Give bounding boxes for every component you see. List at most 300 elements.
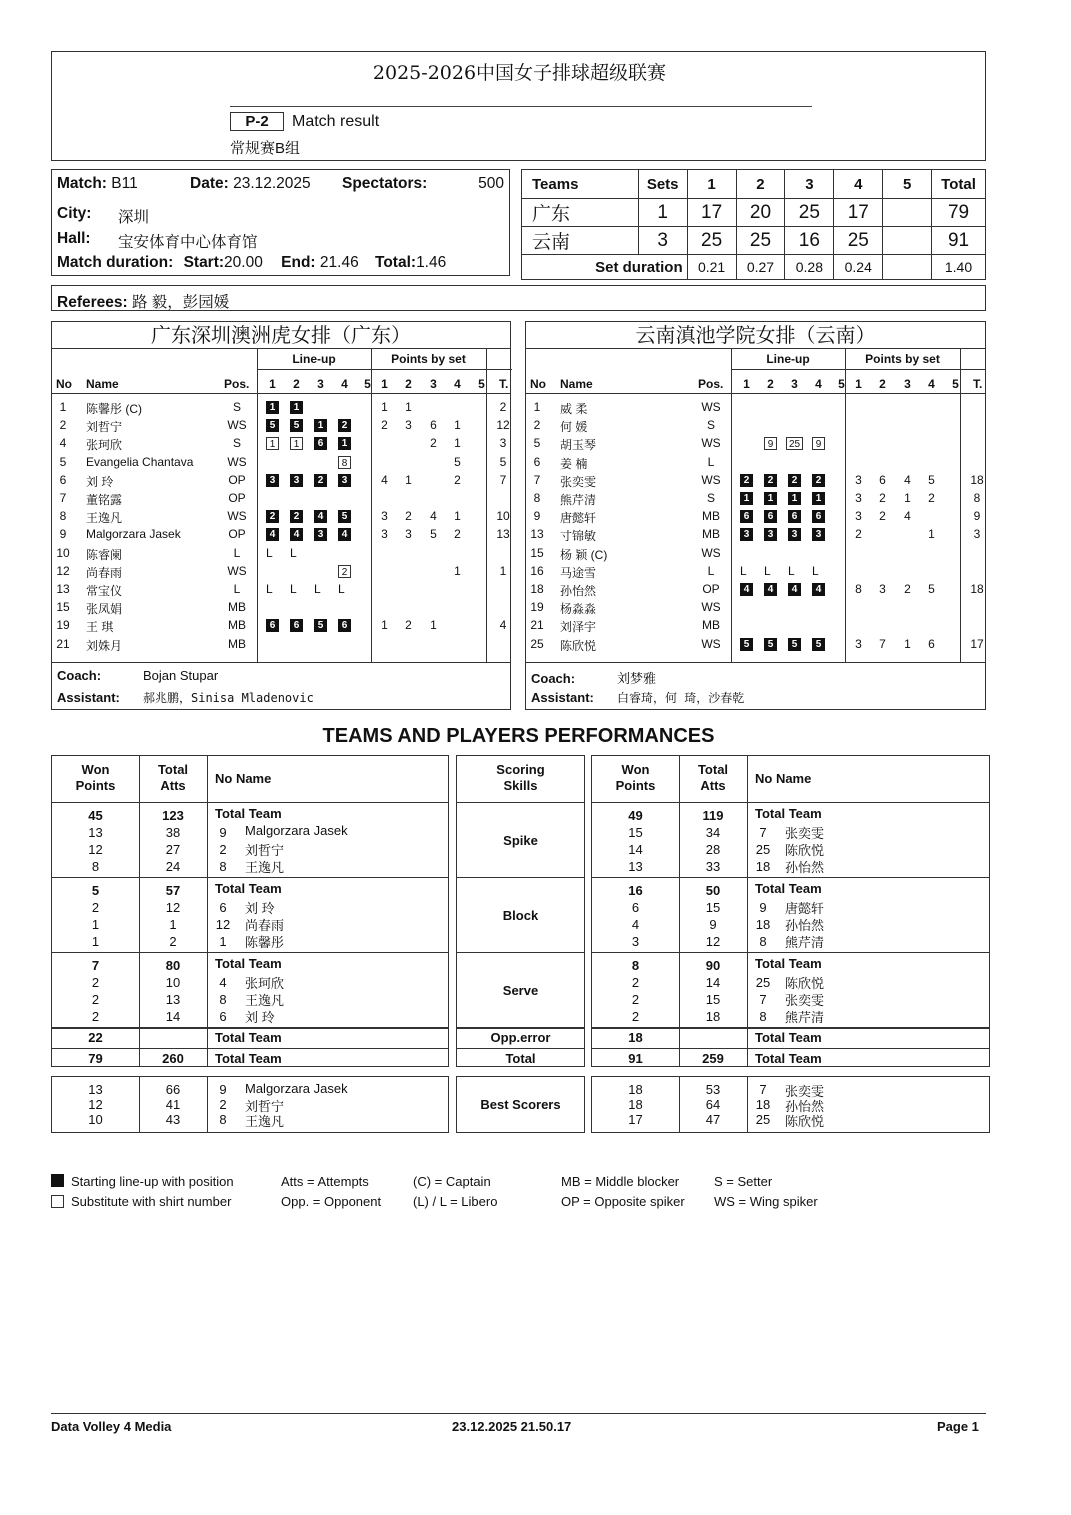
player-number: 10: [56, 545, 70, 560]
player-row: [526, 400, 985, 416]
set-points: 1: [454, 563, 461, 578]
sets-score-cell: 25: [834, 227, 883, 255]
set-points: 2: [879, 491, 886, 505]
player-name: 熊芹清: [785, 1010, 825, 1025]
col-skill-header: Scoring Skills: [496, 762, 545, 793]
starting-position-badge: 4: [740, 583, 753, 596]
match-info-box: [51, 169, 510, 276]
player-total-points: 3: [499, 436, 507, 451]
player-total-points: 1: [499, 563, 507, 578]
legend-ws: WS = Wing spiker: [714, 1194, 818, 1209]
hl: [592, 952, 989, 953]
starting-position-badge: 3: [314, 528, 327, 541]
set-points: 6: [928, 636, 935, 651]
player-number: 6: [219, 1009, 227, 1024]
player-total-points: 9: [973, 509, 981, 524]
player-name: Malgorzara Jasek: [86, 527, 181, 542]
lineup-set-header: 5: [838, 377, 845, 391]
skill-label: Opp.error: [490, 1030, 551, 1045]
player-position: S: [706, 418, 715, 433]
player-number: 7: [759, 992, 767, 1007]
col-total-header: T.: [973, 377, 983, 391]
player-name: 张珂欣: [86, 438, 123, 453]
starting-position-badge: 3: [812, 528, 825, 541]
points-set-header: 5: [952, 377, 959, 391]
player-position: S: [232, 400, 241, 414]
player-number: 25: [755, 842, 771, 857]
document-code: P-2: [230, 112, 284, 131]
won-points: 91: [628, 1051, 643, 1066]
legend-libero: (L) / L = Libero: [413, 1194, 498, 1209]
won-points: 3: [631, 934, 640, 949]
player-name: 董铭露: [86, 493, 123, 507]
set-points: 3: [381, 509, 388, 524]
starting-position-badge: 6: [266, 619, 279, 632]
total-attempts: 14: [705, 975, 721, 990]
player-number: 7: [759, 825, 767, 840]
player-number: 13: [530, 527, 544, 542]
coach-name: Bojan Stupar: [143, 668, 219, 683]
libero-mark: L: [314, 582, 321, 596]
player-name: 刘 玲: [245, 901, 275, 916]
player-name: 陈欣悦: [560, 638, 597, 653]
sets-row-away: [522, 227, 986, 255]
start-label: Start:: [183, 254, 225, 271]
player-number: 5: [533, 436, 541, 451]
player-number: 6: [533, 454, 541, 469]
player-total-points: 3: [973, 527, 981, 542]
won-points: 2: [631, 992, 640, 1007]
lineup-set-header: 3: [317, 377, 324, 391]
won-points: 1: [91, 917, 100, 932]
lineup-set-header: 1: [269, 377, 276, 391]
won-points: 2: [91, 975, 100, 990]
player-number: 15: [56, 600, 70, 615]
skill-label: Total: [505, 1051, 536, 1066]
player-number: 16: [530, 563, 544, 578]
set-points: 2: [405, 618, 412, 633]
player-position: L: [233, 545, 241, 560]
legend-starting: Starting line-up with position: [71, 1174, 234, 1189]
set-points: 7: [879, 636, 886, 651]
starting-position-badge: 3: [740, 528, 753, 541]
set-points: 2: [454, 472, 461, 487]
player-name: 刘 玲: [86, 474, 114, 489]
won-points: 2: [631, 1009, 640, 1024]
player-number: 2: [219, 1097, 227, 1112]
player-row: [526, 473, 985, 489]
set-points: 4: [904, 509, 911, 524]
starting-position-badge: 3: [764, 528, 777, 541]
total-attempts: 12: [165, 900, 181, 915]
assistant-label: Assistant:: [57, 690, 120, 705]
starting-position-badge: 5: [314, 619, 327, 632]
team-title: 云南滇池学院女排（云南）: [526, 322, 985, 349]
starting-position-badge: 4: [338, 528, 351, 541]
starting-position-badge: 1: [788, 492, 801, 505]
hall-value: 宝安体育中心体育馆: [118, 234, 258, 251]
set-points: 8: [855, 582, 862, 596]
starting-position-badge: 4: [314, 510, 327, 523]
sets-score-cell: 17: [687, 199, 736, 227]
set-duration-cell: [883, 255, 932, 280]
player-number: 18: [530, 582, 544, 596]
player-position: WS: [701, 436, 721, 451]
lineup-set-header: 4: [815, 377, 822, 391]
footer-rule: [51, 1413, 986, 1414]
sets-score-cell: 25: [736, 227, 785, 255]
sets-header-cell: Sets: [638, 170, 687, 199]
hl: [592, 1048, 989, 1049]
starting-position-badge: 1: [764, 492, 777, 505]
starting-position-badge: 3: [290, 474, 303, 487]
player-total-points: 10: [496, 509, 510, 524]
total-attempts: 259: [702, 1051, 724, 1066]
vl: [207, 1077, 208, 1132]
header-divider: [230, 106, 812, 107]
sets-score-cell: 25: [785, 199, 834, 227]
col-no-header: No: [56, 377, 72, 391]
player-position: OP: [228, 491, 246, 505]
total-attempts: 50: [705, 883, 721, 898]
skill-label: Block: [502, 908, 539, 923]
player-name: 刘哲宁: [245, 843, 285, 858]
total-attempts: 64: [705, 1097, 721, 1112]
player-name: 王逸凡: [86, 511, 123, 526]
player-row: [52, 637, 510, 653]
player-name: 陈欣悦: [785, 843, 825, 858]
player-number: 8: [219, 859, 227, 874]
player-name: 孙怡然: [785, 860, 825, 875]
sets-header-cell: 3: [785, 170, 834, 199]
sets-header-row: [522, 170, 986, 199]
player-position: WS: [701, 545, 721, 560]
won-points: 15: [628, 825, 643, 840]
sets-score-cell: 25: [687, 227, 736, 255]
hl: [592, 1027, 989, 1029]
libero-mark: L: [266, 545, 273, 560]
hl: [52, 1027, 448, 1029]
player-name: 张奕雯: [785, 1084, 825, 1099]
won-points: 8: [91, 859, 100, 874]
total-attempts: 90: [705, 958, 721, 973]
phase-subtitle: 常规赛B组: [230, 140, 301, 157]
set-points: 5: [928, 472, 935, 487]
set-points: 1: [454, 509, 461, 524]
col-pos-header: Pos.: [698, 377, 724, 391]
total-attempts: 53: [705, 1082, 721, 1097]
player-number: 8: [759, 1009, 767, 1024]
player-position: MB: [702, 618, 720, 633]
player-number: 15: [530, 545, 544, 560]
sets-score-cell: 79: [932, 199, 986, 227]
won-points: 2: [91, 1009, 100, 1024]
player-position: WS: [701, 472, 721, 487]
set-points: 1: [381, 618, 388, 633]
col-total-header: T.: [499, 377, 509, 391]
player-number: 2: [59, 418, 67, 433]
starting-position-badge: 5: [812, 638, 825, 651]
player-number: 2: [533, 418, 541, 433]
player-number: 19: [56, 618, 70, 633]
starting-position-badge: 6: [788, 510, 801, 523]
col-pos-header: Pos.: [224, 377, 250, 391]
starting-position-badge: 1: [338, 437, 351, 450]
starting-position-badge: 2: [740, 474, 753, 487]
won-points: 45: [88, 808, 103, 823]
set-points: 3: [405, 418, 412, 433]
player-name: 威 柔: [560, 402, 588, 416]
total-attempts: 9: [709, 917, 717, 932]
sets-score-cell: 16: [785, 227, 834, 255]
home-performance-table: [51, 755, 449, 1067]
match-code: B11: [111, 175, 138, 192]
hl: [52, 877, 448, 878]
won-points: 6: [631, 900, 640, 915]
player-number: 2: [219, 842, 227, 857]
substitute-badge: 8: [338, 456, 351, 469]
points-set-header: 4: [454, 377, 461, 391]
set-points: 1: [928, 527, 935, 542]
total-attempts: 260: [162, 1051, 184, 1066]
sets-score-cell: 1: [638, 199, 687, 227]
col-name-header: Name: [560, 377, 593, 391]
player-name: 孙怡然: [560, 584, 597, 598]
coach-label: Coach:: [57, 668, 102, 683]
set-points: 4: [904, 472, 911, 487]
player-row: [526, 546, 985, 562]
sets-team-name: 广东: [522, 199, 639, 227]
starting-position-badge: 5: [290, 419, 303, 432]
player-number: 25: [755, 1112, 771, 1127]
legend-captain: (C) = Captain: [413, 1174, 491, 1189]
col-name-header: No Name: [215, 771, 272, 786]
won-points: 22: [88, 1030, 103, 1045]
won-points: 13: [88, 1082, 103, 1097]
set-points: 2: [904, 582, 911, 596]
player-position: WS: [227, 418, 247, 433]
set-duration-row: [522, 255, 986, 280]
starting-position-badge: 1: [266, 401, 279, 414]
hl: [457, 1048, 584, 1049]
player-number: 5: [59, 454, 67, 469]
player-name: 唐懿轩: [785, 901, 825, 916]
won-points: 17: [628, 1112, 643, 1127]
player-total-points: 18: [970, 472, 984, 487]
set-points: 5: [928, 582, 935, 596]
player-total-points: 7: [499, 472, 507, 487]
won-points: 16: [628, 883, 643, 898]
player-name: 尚春雨: [86, 565, 123, 580]
date-label: Date:: [190, 175, 229, 192]
starting-position-badge: 1: [740, 492, 753, 505]
player-number: 8: [533, 491, 541, 505]
sets-score-cell: 20: [736, 199, 785, 227]
sets-score-cell: 17: [834, 199, 883, 227]
performance-title: TEAMS AND PLAYERS PERFORMANCES: [322, 725, 715, 747]
sets-score-cell: 91: [932, 227, 986, 255]
starting-position-badge: 4: [788, 583, 801, 596]
player-number: 9: [219, 825, 227, 840]
substitute-badge: 1: [290, 437, 303, 450]
player-name: 胡玉琴: [560, 438, 597, 453]
player-row: [52, 546, 510, 562]
col-atts-header: Total Atts: [697, 762, 729, 793]
libero-mark: L: [764, 563, 771, 578]
total-team-label: Total Team: [755, 956, 822, 971]
city-label: City:: [57, 205, 92, 222]
libero-mark: L: [812, 563, 819, 578]
player-row: [526, 509, 985, 525]
assistant-label: Assistant:: [531, 690, 594, 705]
hl: [457, 952, 584, 953]
starting-position-badge: 6: [290, 619, 303, 632]
player-position: MB: [228, 618, 246, 633]
set-duration-cell: 0.24: [834, 255, 883, 280]
player-number: 8: [59, 509, 67, 524]
assistant-names: 郝兆鹏，Sinisa Mladenovic: [143, 691, 314, 705]
player-number: 25: [530, 636, 544, 651]
sets-row-home: [522, 199, 986, 227]
starting-position-badge: 5: [266, 419, 279, 432]
won-points: 14: [628, 842, 643, 857]
player-name: 刘泽宇: [560, 620, 597, 635]
legend-atts: Atts = Attempts: [281, 1174, 369, 1189]
player-number: 12: [56, 563, 70, 578]
sets-score-cell: [883, 199, 932, 227]
player-name: 熊芹清: [785, 935, 825, 950]
player-name: 王逸凡: [245, 1114, 285, 1129]
vl: [747, 1077, 748, 1132]
player-row: [52, 491, 510, 507]
header-divider: [731, 369, 986, 370]
player-row: [52, 527, 510, 543]
set-points: 3: [381, 527, 388, 542]
home-roster: [51, 321, 511, 710]
assistant-names: 白睿琦，何 琦，沙春乾: [617, 691, 745, 705]
starting-lineup-swatch: [51, 1174, 64, 1187]
total-attempts: 123: [162, 808, 184, 823]
player-row: [52, 509, 510, 525]
player-row: [526, 491, 985, 507]
player-row: [52, 618, 510, 634]
total-attempts: 38: [165, 825, 181, 840]
player-row: [526, 637, 985, 653]
sets-header-cell: 1: [687, 170, 736, 199]
player-total-points: 2: [499, 400, 507, 414]
player-total-points: 18: [970, 582, 984, 596]
starting-position-badge: 4: [266, 528, 279, 541]
city-value: 深圳: [118, 209, 150, 226]
player-position: MB: [228, 636, 246, 651]
total-attempts: 66: [165, 1082, 181, 1097]
player-position: WS: [701, 400, 721, 414]
player-name: Evangelia Chantava: [86, 454, 194, 469]
roster-header: [526, 349, 985, 394]
legend-opp: Opp. = Opponent: [281, 1194, 382, 1209]
legend-op: OP = Opposite spiker: [561, 1194, 685, 1209]
spectators-count: 500: [478, 175, 504, 192]
col-no-header: No: [530, 377, 546, 391]
player-position: MB: [228, 600, 246, 615]
starting-position-badge: 4: [764, 583, 777, 596]
substitute-badge: 1: [266, 437, 279, 450]
referees-names: 路 毅，彭园媛: [131, 294, 230, 311]
player-name: 寸锦敏: [560, 529, 597, 544]
set-points: 1: [454, 418, 461, 433]
substitute-badge: 9: [764, 437, 777, 450]
player-number: 21: [56, 636, 70, 651]
start-time: 20.00: [224, 254, 263, 271]
won-points: 2: [91, 900, 100, 915]
header-divider: [257, 369, 512, 370]
player-row: [526, 455, 985, 471]
player-position: WS: [227, 509, 247, 524]
coach-label: Coach:: [531, 671, 576, 686]
hl: [457, 877, 584, 878]
set-points: 1: [904, 636, 911, 651]
spectators-label: Spectators:: [342, 175, 428, 192]
lineup-header: Line-up: [292, 352, 336, 366]
sets-score-cell: 3: [638, 227, 687, 255]
libero-mark: L: [290, 582, 297, 596]
player-row: [526, 600, 985, 616]
legend-mb: MB = Middle blocker: [561, 1174, 680, 1189]
total-label: Total:: [375, 254, 417, 271]
hl: [457, 1027, 584, 1029]
set-points: 4: [430, 509, 437, 524]
hall-label: Hall:: [57, 230, 91, 247]
player-number: 19: [530, 600, 544, 615]
col-won-header: Won Points: [615, 762, 656, 793]
libero-mark: L: [338, 582, 345, 596]
player-name: 陈欣悦: [785, 1114, 825, 1129]
won-points: 2: [91, 992, 100, 1007]
player-row: [52, 582, 510, 598]
player-name: 杨淼淼: [560, 602, 597, 617]
hl: [592, 802, 989, 803]
total-attempts: 15: [705, 992, 721, 1007]
player-position: S: [706, 491, 715, 505]
end-label: End:: [281, 254, 316, 271]
col-atts-header: Total Atts: [157, 762, 189, 793]
sets-table: [521, 169, 986, 280]
col-name-header: Name: [86, 377, 119, 391]
lineup-set-header: 1: [743, 377, 750, 391]
hl: [52, 1048, 448, 1049]
set-points: 2: [381, 418, 388, 433]
total-team-label: Total Team: [215, 1051, 282, 1066]
player-number: 1: [219, 934, 227, 949]
starting-position-badge: 5: [764, 638, 777, 651]
player-name: 尚春雨: [245, 918, 285, 933]
player-number: 18: [755, 917, 771, 932]
set-points: 5: [454, 454, 461, 469]
set-points: 2: [430, 436, 437, 451]
sets-header-cell: 2: [736, 170, 785, 199]
total-team-label: Total Team: [755, 806, 822, 821]
won-points: 12: [88, 1097, 103, 1112]
set-duration-cell: 0.28: [785, 255, 834, 280]
starting-position-badge: 4: [812, 583, 825, 596]
player-name: 姜 楠: [560, 456, 588, 471]
player-row: [52, 455, 510, 471]
player-name: 张奕雯: [560, 474, 597, 489]
lineup-header: Line-up: [766, 352, 810, 366]
player-position: L: [233, 582, 241, 596]
set-points: 3: [855, 491, 862, 505]
player-total-points: 13: [496, 527, 510, 542]
